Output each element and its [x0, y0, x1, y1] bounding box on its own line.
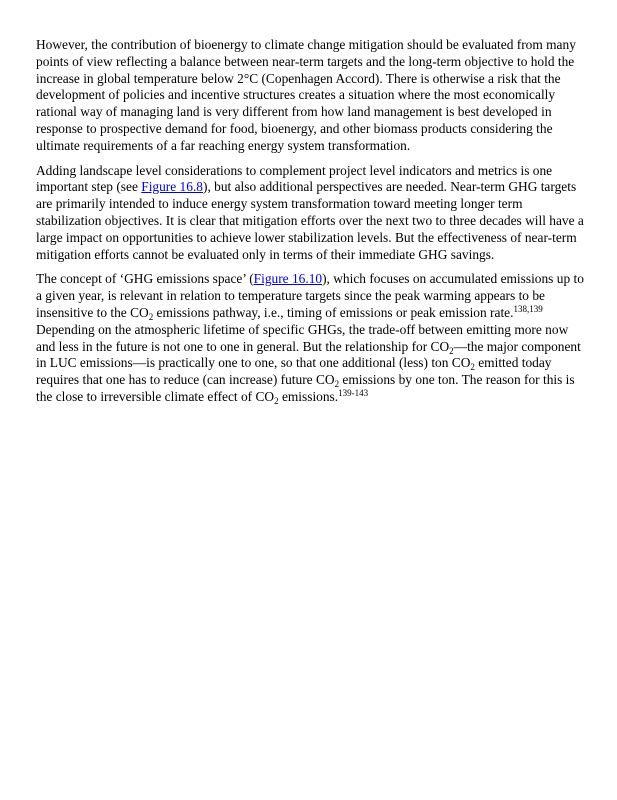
- subscript-2: 2: [334, 379, 340, 390]
- paragraph-text: emitted today requires that one has to reduce (can increase) future CO: [36, 355, 552, 388]
- paragraph-landscape-considerations: [36, 163, 588, 264]
- paragraph-text: emissions pathway, i.e., timing of emissions or peak emission rate.: [153, 304, 514, 320]
- document-page: [36, 37, 588, 414]
- paragraph-text: —the major component in LUC emissions—is practically one to one, so that one additional (less) ton CO: [36, 338, 581, 371]
- paragraph-text-end: ), but also additional perspectives are needed. Near-term GHG targets are primarily intended to induce energy system transformation toward meeting longer term stabilization objectives. It is clear that mitigation efforts over the next two to three decades will have a large impact on opportunities to achieve lower stabilization levels. But the effectiveness of near-term mitigation efforts cannot be evaluated only in terms of their immediate GHG savings.: [36, 179, 584, 262]
- figure-16-8-link[interactable]: Figure 16.8: [141, 179, 203, 195]
- citation-superscript: 139-143: [338, 387, 369, 398]
- paragraph-text: emissions by one ton. The reason for this is the close to irreversible climate effect of CO: [36, 372, 575, 404]
- paragraph-text: However, the contribution of bioenergy to climate change mitigation should be evaluated from many points of view reflecting a balance between near-term targets and the long-term objective to hold the increase in global temperature below 2°C (Copenhagen Accord). There is otherwise a risk that the development of policies and incentive structures creates a situation where the most economically rational way of managing land is very different from how land management is best developed in response to prospective demand for food, bioenergy, and other biomass products considering the ultimate requirements of a far reaching energy system transformation.: [36, 37, 576, 153]
- subscript-2: 2: [470, 362, 475, 373]
- citation-superscript: 138,139: [513, 303, 543, 314]
- paragraph-text: Depending on the atmospheric lifetime of specific GHGs, the trade-off between emitting more now and less in the future is not one to one in general. But the relationship for CO: [36, 321, 569, 354]
- subscript-2: 2: [148, 311, 154, 322]
- paragraph-text: emissions.: [278, 388, 339, 404]
- paragraph-text-start: Adding landscape level considerations to complement project level indicators and metrics is one important step (see: [36, 162, 553, 195]
- paragraph-text-start: The concept of ‘GHG emissions space’ (: [36, 271, 254, 287]
- figure-16-10-link[interactable]: Figure 16.10: [253, 271, 323, 287]
- subscript-2: 2: [274, 395, 279, 406]
- subscript-2: 2: [449, 345, 454, 356]
- paragraph-text: ), which focuses on accumulated emissions up to a given year, is relevant in relation to temperature targets since the peak warming appears to be insensitive to the CO: [36, 271, 584, 320]
- paragraph-bioenergy-contribution: [36, 37, 588, 155]
- paragraph-emissions-space: [36, 271, 588, 405]
